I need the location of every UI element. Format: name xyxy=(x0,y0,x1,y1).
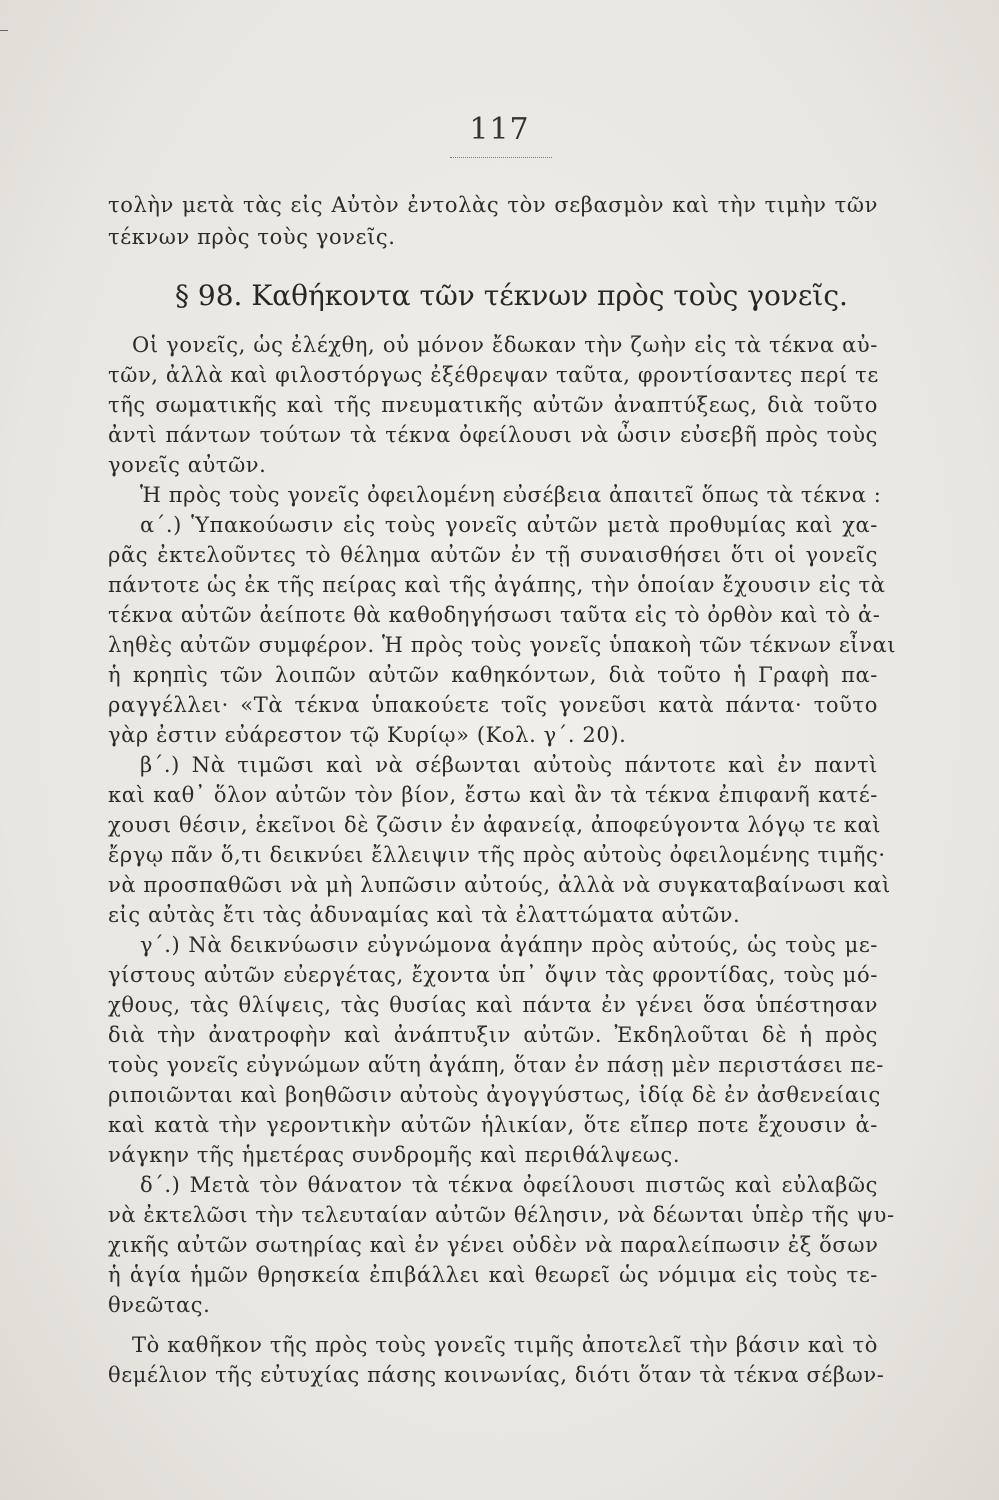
page-number: 117 xyxy=(469,112,530,147)
text-line: πάντοτε ὡς ἐκ τῆς πείρας καὶ τῆς ἀγάπης, τὴν ὁποίαν ἔχουσιν εἰς τὰ xyxy=(108,573,886,597)
text-line: γ΄.) Νὰ δεικνύωσιν εὐγνώμονα ἀγάπην πρὸς αὐτούς, ὡς τοὺς με- xyxy=(140,933,878,957)
page-edge-mark xyxy=(0,30,8,31)
text-line: ληθὲς αὐτῶν συμφέρον. Ἡ πρὸς τοὺς γονεῖς ὑπακοὴ τῶν τέκνων εἶναι xyxy=(108,633,897,657)
text-line: χθους, τὰς θλίψεις, τὰς θυσίας καὶ πάντα ἐν γένει ὅσα ὑπέστησαν xyxy=(108,993,878,1017)
text-line: ἔργῳ πᾶν ὅ,τι δεικνύει ἔλλειψιν τῆς πρὸς αὐτοὺς ὀφειλομένης τιμῆς· xyxy=(108,843,886,867)
text-line: τολὴν μετὰ τὰς εἰς Αὐτὸν ἐντολὰς τὸν σεβασμὸν καὶ τὴν τιμὴν τῶν xyxy=(108,193,878,217)
text-line: ἀντὶ πάντων τούτων τὰ τέκνα ὀφείλουσι νὰ ὦσιν εὐσεβῆ πρὸς τοὺς xyxy=(108,423,878,447)
text-line: ριποιῶνται καὶ βοηθῶσιν αὐτοὺς ἀγογγύστως, ἰδίᾳ δὲ ἐν ἀσθενείαις xyxy=(108,1083,881,1107)
text-line: β΄.) Νὰ τιμῶσι καὶ νὰ σέβωνται αὐτοὺς πάντοτε καὶ ἐν παντὶ xyxy=(140,753,878,777)
text-line: Τὸ καθῆκον τῆς πρὸς τοὺς γονεῖς τιμῆς ἀποτελεῖ τὴν βάσιν καὶ τὸ xyxy=(132,1333,878,1357)
text-line: ραγγέλλει· «Τὰ τέκνα ὑπακούετε τοῖς γονεῦσι κατὰ πάντα· τοῦτο xyxy=(108,693,878,717)
text-line: τῶν, ἀλλὰ καὶ φιλοστόργως ἐξέθρεψαν ταῦτα, φροντίσαντες περί τε xyxy=(108,363,879,387)
text-line: θεμέλιον τῆς εὐτυχίας πάσης κοινωνίας, διότι ὅταν τὰ τέκνα σέβων- xyxy=(108,1363,885,1387)
text-line: δ΄.) Μετὰ τὸν θάνατον τὰ τέκνα ὀφείλουσι πιστῶς καὶ εὐλαβῶς xyxy=(140,1173,878,1197)
text-line: εἰς αὐτὰς ἔτι τὰς ἀδυναμίας καὶ τὰ ἐλαττώματα αὐτῶν. xyxy=(108,903,741,927)
section-heading: § 98. Καθήκοντα τῶν τέκνων πρὸς τοὺς γονεῖς. xyxy=(175,279,848,312)
text-line: α΄.) Ὑπακούωσιν εἰς τοὺς γονεῖς αὐτῶν μετὰ προθυμίας καὶ χα- xyxy=(140,513,878,537)
text-line: ρᾶς ἐκτελοῦντες τὸ θέλημα αὐτῶν ἐν τῇ συναισθήσει ὅτι οἱ γονεῖς xyxy=(108,543,878,567)
text-line: τέκνα αὐτῶν ἀείποτε θὰ καθοδηγήσωσι ταῦτα εἰς τὸ ὀρθὸν καὶ τὸ ἀ- xyxy=(108,603,881,627)
text-line: γίστους αὐτῶν εὐεργέτας, ἔχοντα ὑπ᾽ ὄψιν τὰς φροντίδας, τοὺς μό- xyxy=(108,963,878,987)
text-line: ἡ κρηπὶς τῶν λοιπῶν αὐτῶν καθηκόντων, διὰ τοῦτο ἡ Γραφὴ πα- xyxy=(108,663,878,687)
page-number-rule xyxy=(450,157,552,158)
text-line: γονεῖς αὐτῶν. xyxy=(108,453,267,477)
text-line: γὰρ ἐστιν εὐάρεστον τῷ Κυρίῳ» (Κολ. γ΄. 20). xyxy=(108,723,627,747)
text-line: νὰ προσπαθῶσι νὰ μὴ λυπῶσιν αὐτούς, ἀλλὰ νὰ συγκαταβαίνωσι καὶ xyxy=(108,873,891,897)
text-line: νάγκην τῆς ἡμετέρας συνδρομῆς καὶ περιθάλψεως. xyxy=(108,1143,681,1167)
text-line: ἡ ἁγία ἡμῶν θρησκεία ἐπιβάλλει καὶ θεωρεῖ ὡς νόμιμα εἰς τοὺς τε- xyxy=(108,1263,878,1287)
text-line: Ἡ πρὸς τοὺς γονεῖς ὀφειλομένη εὐσέβεια ἀπαιτεῖ ὅπως τὰ τέκνα : xyxy=(140,483,882,507)
text-line: διὰ τὴν ἀνατροφὴν καὶ ἀνάπτυξιν αὐτῶν. Ἐκδηλοῦται δὲ ἡ πρὸς xyxy=(108,1023,878,1047)
text-line: χικῆς αὐτῶν σωτηρίας καὶ ἐν γένει οὐδὲν νὰ παραλείπωσιν ἐξ ὅσων xyxy=(108,1233,879,1257)
text-line: καὶ κατὰ τὴν γεροντικὴν αὐτῶν ἡλικίαν, ὅτε εἴπερ ποτε ἔχουσιν ἀ- xyxy=(108,1113,878,1137)
text-line: νὰ ἐκτελῶσι τὴν τελευταίαν αὐτῶν θέλησιν, νὰ δέωνται ὑπὲρ τῆς ψυ- xyxy=(108,1203,895,1227)
text-line: τέκνων πρὸς τοὺς γονεῖς. xyxy=(108,225,396,249)
text-line: Οἱ γονεῖς, ὡς ἐλέχθη, οὐ μόνον ἔδωκαν τὴν ζωὴν εἰς τὰ τέκνα αὐ- xyxy=(132,333,878,357)
text-line: τοὺς γονεῖς εὐγνώμων αὕτη ἀγάπη, ὅταν ἐν πάσῃ μὲν περιστάσει πε- xyxy=(108,1053,884,1077)
text-line: τῆς σωματικῆς καὶ τῆς πνευματικῆς αὐτῶν ἀναπτύξεως, διὰ τοῦτο xyxy=(108,393,878,417)
text-line: χουσι θέσιν, ἐκεῖνοι δὲ ζῶσιν ἐν ἀφανείᾳ, ἀποφεύγοντα λόγῳ τε καὶ xyxy=(108,813,882,837)
text-line: θνεῶτας. xyxy=(108,1293,211,1317)
text-line: καὶ καθ᾽ ὅλον αὐτῶν τὸν βίον, ἔστω καὶ ἂν τὰ τέκνα ἐπιφανῆ κατέ- xyxy=(108,783,878,807)
